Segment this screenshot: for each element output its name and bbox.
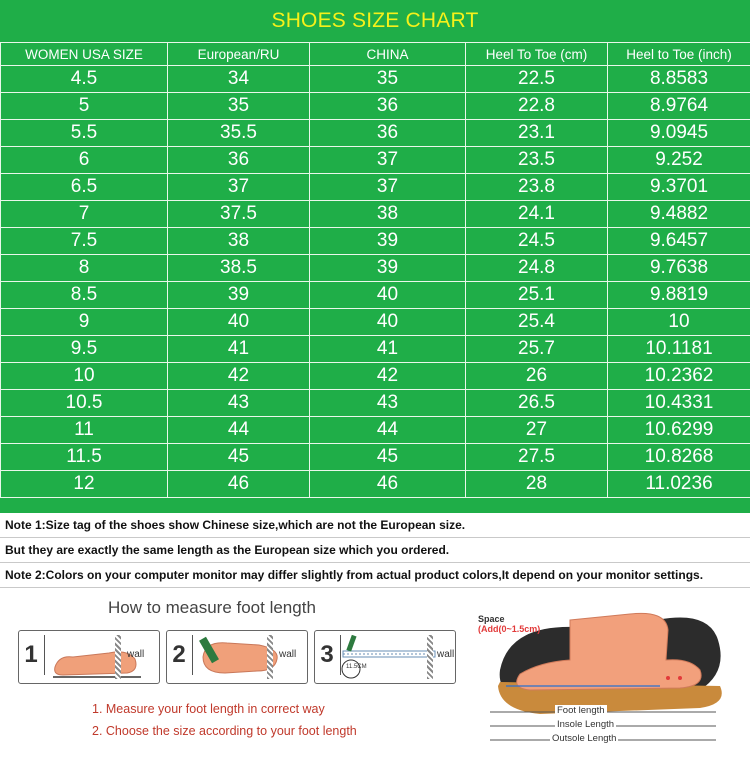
table-cell: 39 [310,228,466,255]
table-cell: 27 [466,417,608,444]
col-header: Heel to Toe (inch) [608,43,750,66]
wall-label: wall [437,649,455,660]
size-table [0,42,750,498]
table-row [1,228,750,255]
table-cell: 9.7638 [608,255,750,282]
table-cell: 26 [466,363,608,390]
table-cell: 40 [310,309,466,336]
table-cell: 24.8 [466,255,608,282]
table-cell: 5.5 [1,120,168,147]
table-cell: 8.9764 [608,93,750,120]
table-cell: 23.1 [466,120,608,147]
table-cell: 41 [310,336,466,363]
table-cell: 34 [168,66,310,93]
table-cell: 39 [310,255,466,282]
note-1-continued: But they are exactly the same length as the European size which you ordered. [0,538,750,563]
table-cell: 45 [310,444,466,471]
table-cell: 10.4331 [608,390,750,417]
table-cell: 10.5 [1,390,168,417]
table-row [1,147,750,174]
measure-title: How to measure foot length [108,598,316,617]
table-cell: 6 [1,147,168,174]
table-cell: 9.5 [1,336,168,363]
ruler-icon [341,635,437,679]
table-row [1,336,750,363]
table-cell: 44 [310,417,466,444]
gauge-label: 11.5CM [346,664,367,670]
table-cell: 41 [168,336,310,363]
table-cell: 9.252 [608,147,750,174]
table-row [1,201,750,228]
table-cell: 10 [608,309,750,336]
table-cell: 40 [168,309,310,336]
table-cell: 35.5 [168,120,310,147]
table-row [1,363,750,390]
table-cell: 40 [310,282,466,309]
table-cell: 24.5 [466,228,608,255]
table-cell: 10.1181 [608,336,750,363]
table-cell: 5 [1,93,168,120]
table-cell: 10.6299 [608,417,750,444]
table-cell: 12 [1,471,168,498]
table-cell: 36 [310,120,466,147]
foot-length-label: Foot length [557,705,605,716]
wall-marker [115,635,121,679]
space-label: Space [478,614,505,624]
table-cell: 44 [168,417,310,444]
step-number: 3 [320,641,334,668]
table-cell: 38 [310,201,466,228]
table-cell: 8.5 [1,282,168,309]
table-cell: 9.3701 [608,174,750,201]
note-1: Note 1:Size tag of the shoes show Chinese size,which are not the European size. [0,513,750,538]
col-header: European/RU [168,43,310,66]
step-number: 2 [172,641,186,668]
note-2: Note 2:Colors on your computer monitor may differ slightly from actual product colors,It depend on your monitor settings. [0,563,750,588]
table-cell: 9 [1,309,168,336]
table-cell: 28 [466,471,608,498]
table-cell: 46 [310,471,466,498]
table-cell: 9.6457 [608,228,750,255]
table-cell: 42 [310,363,466,390]
wall-label: wall [127,649,145,660]
table-cell: 10.8268 [608,444,750,471]
wall-marker [427,635,433,679]
table-row [1,93,750,120]
table-row [1,174,750,201]
step-number: 1 [24,641,38,668]
table-cell: 43 [310,390,466,417]
space-add-label: (Add(0~1.5cm) [478,624,541,634]
table-cell: 4.5 [1,66,168,93]
table-cell: 24.1 [466,201,608,228]
table-row [1,471,750,498]
table-cell: 9.0945 [608,120,750,147]
table-row [1,255,750,282]
table-cell: 37 [310,147,466,174]
table-cell: 42 [168,363,310,390]
table-cell: 25.4 [466,309,608,336]
table-cell: 37.5 [168,201,310,228]
table-row [1,66,750,93]
table-cell: 8 [1,255,168,282]
table-cell: 37 [168,174,310,201]
step-3-box [314,630,456,684]
table-cell: 22.5 [466,66,608,93]
table-cell: 43 [168,390,310,417]
step-1-box [18,630,160,684]
table-cell: 6.5 [1,174,168,201]
outsole-length-label: Outsole Length [552,733,617,744]
table-cell: 9.8819 [608,282,750,309]
table-cell: 10.2362 [608,363,750,390]
table-cell: 11.5 [1,444,168,471]
table-cell: 27.5 [466,444,608,471]
table-row [1,417,750,444]
col-header: WOMEN USA SIZE [1,43,168,66]
wall-label: wall [279,649,297,660]
table-cell: 39 [168,282,310,309]
wall-marker [267,635,273,679]
table-cell: 35 [168,93,310,120]
table-cell: 38 [168,228,310,255]
table-cell: 45 [168,444,310,471]
table-cell: 35 [310,66,466,93]
table-cell: 11.0236 [608,471,750,498]
col-header: Heel To Toe (cm) [466,43,608,66]
insole-length-label: Insole Length [557,719,615,730]
table-cell: 7 [1,201,168,228]
table-cell: 9.4882 [608,201,750,228]
instruction-2: 2. Choose the size according to your foot length [92,724,357,738]
instruction-1: 1. Measure your foot length in correct way [92,702,325,716]
table-cell: 36 [168,147,310,174]
table-cell: 11 [1,417,168,444]
table-cell: 23.5 [466,147,608,174]
table-cell: 23.8 [466,174,608,201]
table-cell: 10 [1,363,168,390]
col-header: CHINA [310,43,466,66]
table-cell: 26.5 [466,390,608,417]
measure-section [0,590,750,763]
table-cell: 37 [310,174,466,201]
notes [0,513,750,588]
table-row [1,120,750,147]
table-row [1,309,750,336]
table-cell: 36 [310,93,466,120]
step-2-box [166,630,308,684]
table-cell: 25.1 [466,282,608,309]
table-cell: 38.5 [168,255,310,282]
table-row [1,390,750,417]
table-cell: 8.8583 [608,66,750,93]
table-row [1,282,750,309]
chart-title: SHOES SIZE CHART [271,9,479,32]
table-row [1,444,750,471]
table-cell: 25.7 [466,336,608,363]
header-row [1,43,750,66]
table-cell: 46 [168,471,310,498]
table-cell: 7.5 [1,228,168,255]
table-cell: 22.8 [466,93,608,120]
